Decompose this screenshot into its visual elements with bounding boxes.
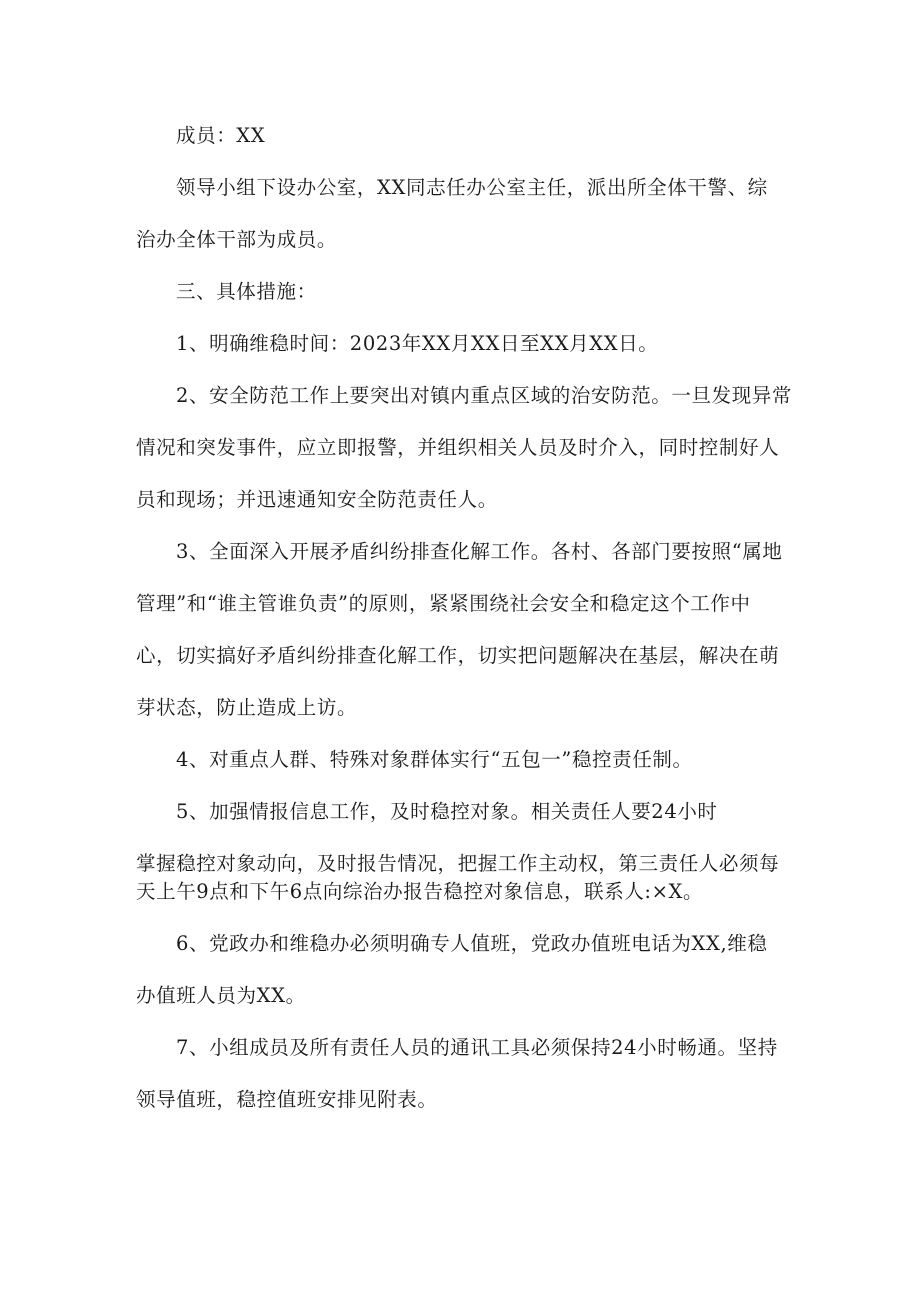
measure-6-line-1: 6、党政办和维稳办必须明确专人值班，党政办值班电话为XX,维稳 [176, 932, 768, 955]
measure-3-line-4: 芽状态，防止造成上访。 [136, 696, 358, 719]
measure-7-line-2: 领导值班，稳控值班安排见附表。 [136, 1088, 438, 1111]
measure-2-line-3: 员和现场；并迅速通知安全防范责任人。 [136, 488, 498, 511]
measure-5-line-1: 5、加强情报信息工作，及时稳控对象。相关责任人要24小时 [176, 800, 718, 823]
office-paragraph-line-1: 领导小组下设办公室，XX同志任办公室主任，派出所全体干警、综 [176, 176, 768, 199]
measure-5-line-2: 掌握稳控对象动向，及时报告情况，把握工作主动权，第三责任人必须每 [136, 852, 780, 875]
measure-2-line-1: 2、安全防范工作上要突出对镇内重点区域的治安防范。一旦发现异常 [176, 384, 793, 407]
office-paragraph-line-2: 治办全体干部为成员。 [136, 228, 338, 251]
measure-1-line-1: 1、明确维稳时间：2023年XX月XX日至XX月XX日。 [176, 332, 659, 355]
measure-7-line-1: 7、小组成员及所有责任人员的通讯工具必须保持24小时畅通。坚持 [176, 1036, 778, 1059]
measure-3-line-2: 管理”和“谁主管谁负责”的原则，紧紧围绕社会安全和稳定这个工作中 [136, 592, 751, 615]
measure-4-line-1: 4、对重点人群、特殊对象群体实行“五包一”稳控责任制。 [176, 748, 693, 771]
measure-3-line-1: 3、全面深入开展矛盾纠纷排查化解工作。各村、各部门要按照“属地 [176, 540, 783, 563]
section-heading-measures: 三、具体措施： [176, 280, 317, 303]
measure-5-line-3: 天上午9点和下午6点向综治办报告稳控对象信息，联系人:×X。 [136, 880, 704, 903]
measure-2-line-2: 情况和突发事件，应立即报警，并组织相关人员及时介入，同时控制好人 [136, 436, 780, 459]
measure-3-line-3: 心，切实搞好矛盾纠纷排查化解工作，切实把问题解决在基层，解决在萌 [136, 644, 780, 667]
measure-6-line-2: 办值班人员为XX。 [136, 984, 306, 1007]
members-line: 成员：XX [176, 124, 266, 147]
